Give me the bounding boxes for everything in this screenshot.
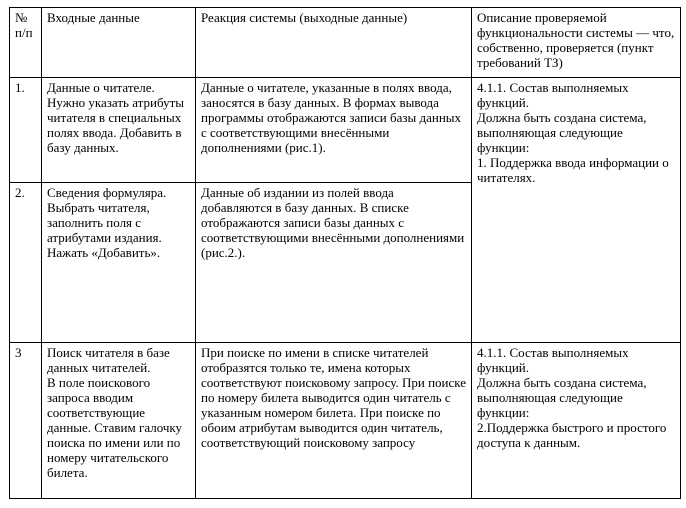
header-input: Входные данные bbox=[47, 10, 140, 25]
header-description: Описание проверяемой функциональности системы — что, собственно, проверяется (пункт требований ТЗ) bbox=[477, 10, 675, 70]
row-description: 4.1.1. Состав выполняемых функций. Должна быть создана система, выполняющая следующие функции: 2.Поддержка быстрого и простого доступа к данным. bbox=[477, 345, 667, 450]
row-input: Поиск читателя в базе данных читателей. В поле поискового запроса вводим соответствующие данные. Ставим галочку поиска по имени или по номеру читательского билета. bbox=[47, 345, 183, 480]
row-num: 1. bbox=[15, 80, 25, 95]
row-reaction-cell bbox=[196, 343, 472, 499]
header-reaction-cell bbox=[196, 8, 472, 78]
row-reaction: Данные о читателе, указанные в полях ввода, заносятся в базу данных. В формах вывода программы отображаются записи базы данных с соответствующими внесёнными дополнениями (рис.1). bbox=[201, 80, 462, 155]
row-reaction-cell bbox=[196, 183, 472, 343]
row-input-cell bbox=[42, 78, 196, 183]
header-num-cell bbox=[10, 8, 42, 78]
row-input-cell bbox=[42, 343, 196, 499]
row-input: Данные о читателе. Нужно указать атрибуты читателя в специальных полях ввода. Добавить в базу данных. bbox=[47, 80, 184, 155]
row-num-cell bbox=[10, 183, 42, 343]
row-num: 2. bbox=[15, 185, 25, 200]
row-input: Сведения формуляра. Выбрать читателя, заполнить поля с атрибутами издания. Нажать «Добавить». bbox=[47, 185, 167, 260]
header-row bbox=[10, 8, 681, 78]
test-table bbox=[9, 7, 681, 499]
table-row bbox=[10, 78, 681, 183]
row-description-cell bbox=[472, 343, 681, 499]
table-row bbox=[10, 343, 681, 499]
header-reaction: Реакция системы (выходные данные) bbox=[201, 10, 408, 25]
row-reaction-cell bbox=[196, 78, 472, 183]
header-input-cell bbox=[42, 8, 196, 78]
row-num: 3 bbox=[15, 345, 22, 360]
header-description-cell bbox=[472, 8, 681, 78]
header-num: № п/п bbox=[15, 10, 33, 40]
row-num-cell bbox=[10, 343, 42, 499]
row-description-cell bbox=[472, 78, 681, 343]
row-input-cell bbox=[42, 183, 196, 343]
row-description: 4.1.1. Состав выполняемых функций. Должна быть создана система, выполняющая следующие функции: 1. Поддержка ввода информации о читателях. bbox=[477, 80, 669, 185]
row-reaction: При поиске по имени в списке читателей отобразятся только те, имена которых соответствуют поисковому запросу. При поиске по номеру билета выводится один читатель с указанным номером билета. При поиске по обоим атрибутам выводится один читатель, соответствующий поисковому запросу bbox=[201, 345, 467, 450]
row-num-cell bbox=[10, 78, 42, 183]
row-reaction: Данные об издании из полей ввода добавляются в базу данных. В списке отображаются записи базы данных с соответствующими внесёнными дополнениями (рис.2.). bbox=[201, 185, 465, 260]
